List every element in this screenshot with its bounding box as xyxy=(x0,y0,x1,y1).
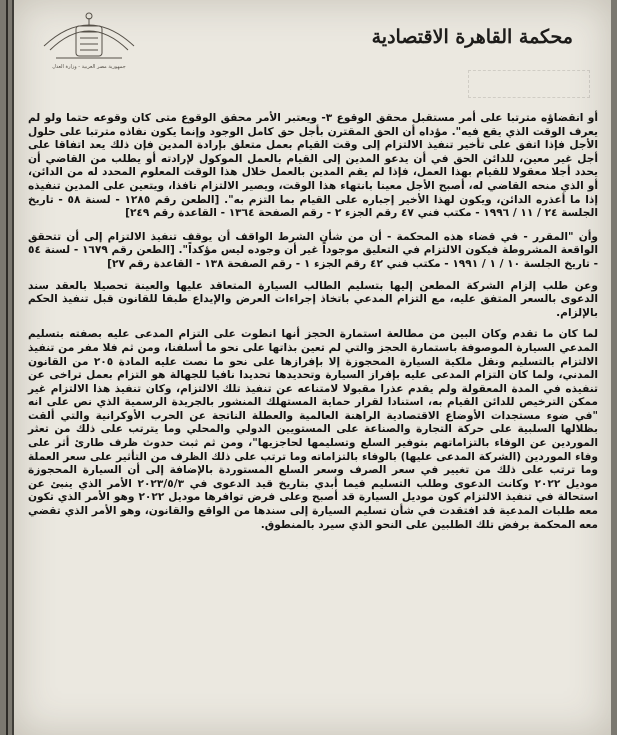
document-page xyxy=(12,0,611,735)
court-title: محكمة القاهرة الاقتصادية xyxy=(371,26,573,48)
document-body xyxy=(28,112,598,722)
seal-text: جمهورية مصر العربية - وزارة العدل xyxy=(52,64,126,70)
paragraph-3: وعن طلب إلزام الشركة المطعن إليها بتسليم الطالب السيارة المتعاقد عليها والعينة تحصيلا بالعقد سند الدعوى بالسعر المتفق عليه، مع التزام المدعي باتخاذ إجراءات العرض والإيداع طبقا للقانون قبل تنفيذ الحكم بالإلزام. xyxy=(28,279,598,319)
paragraph-2: وأن "المقرر - في قضاء هذه المحكمة - أن من شأن الشرط الواقف أن يوقف تنفيذ الالتزام إلى أن تتحقق الواقعة المشروطة فيكون الالتزام في التعليق موجوداً غير أن وجوده ليس مؤكداً". [الطعن رقم ١٦٧٩ - لسنة ٥٤ - تاريخ الجلسة ١٠ / ١ / ١٩٩١ - مكتب فني ٤٢ رقم الجزء ١ - رقم الصفحة ١٣٨ - القاعدة رقم ٢٧] xyxy=(28,230,599,270)
faint-stamp-area xyxy=(468,70,590,98)
document-header xyxy=(14,0,611,110)
paragraph-1: أو انقضاؤه مترتبا على أمر مستقبل محقق الوقوع ٣- ويعتبر الأمر محقق الوقوع متى كان وقوعه حتما ولو لم يعرف الوقت الذي يقع فيه". مؤداه أن الحق المقترن بأجل حق كامل الوجود وإنما يكون نفاذه مترتبا على حلول الأجل فإذا اتفق على تأخير تنفيذ الالتزام إلى وقت القيام بعمل متعلق بإرادة المدين فإن ذلك يعد اتفاقا على أجل غير معين، للدائن الحق في أن يدعو المدين إلى القيام بالعمل الموكول لإرادته أو يطلب من القاضي أن يحدد أجلا معقولا للقيام بهذا العمل، فإذا لم يقم المدين بالعمل خلال هذا الوقت المعلوم المحدد له من الدائن، أو الذي منحه القاضي له، أصبح الأجل معينا بانتهاء هذا الوقت، ويصير الالتزام نافذا، ويتعين على المدين تنفيذه إذا ما أعذره الدائن، ويكون لهذا الأخير إجباره على القيام بما التزم به". [الطعن رقم ١٢٨٥ - لسنة ٥٨ - تاريخ الجلسة ٢٤ / ١١ / ١٩٩٦ - مكتب فني ٤٧ رقم الجزء ٢ - رقم الصفحة ١٣٦٤ - القاعدة رقم ٢٤٩] xyxy=(28,112,598,220)
page-edge-line xyxy=(6,0,8,735)
court-seal-icon xyxy=(36,6,142,70)
paragraph-4: لما كان ما تقدم وكان البين من مطالعة استمارة الحجز أنها انطوت على التزام المدعى عليه بصفته بتسليم المدعي السيارة الموصوفة باستمارة الحجز والتي لم تعين بذاتها على نحو ما أسلفنا، ومن ثم فلا مفر من تنفيذ الالتزام بالتسليم ونقل ملكية السيارة المحجوزة إلا بإفرازها على نحو ما نصت عليه المادة ٢٠٥ من القانون المدني، ولما كان التزام المدعى عليه بإفراز السيارة وتحديدها تحديدا نافيا للجهالة هو التزام بعمل تراخى عن تنفيذه في المدة المعقولة ولم يقدم عذرا مقبولا لامتناعه عن تنفيذ تلك الالتزام، وكان تنفيذ هذا الالتزام غير ممكن الترخيص للدائن القيام به، استنادا لقرار حماية المستهلك المنشور بالجريدة الرسمية الذي نص على انه "في ضوء مستجدات الأوضاع الاقتصادية الراهنة العالمية والعطلة الناتجة عن الحرب الأوكرانية والتي ألقت بظلالها السلبية على حركة التجارة والصناعة على المستويين الدولي والمحلي وما يترتب على ذلك من تعثر الموردين عن الوفاء بالتزاماتهم بتوفير السلع وتسليمها لحاجزيها"، ومن ثم ثبت حدوث ظرف طارئ أثر على وفاء الموردين (الشركة المدعى عليها) بالوفاء بالتزاماته وما ترتب على ذلك الظرف من التأثير على سعر العملة وما ترتب على ذلك من تغيير في سعر الصرف وسعر السلع المستوردة بالإضافة إلى أن السيارة المحجوزة موديل ٢٠٢٢ وكانت الدعوى وطلب التسليم فيما أبدي بتاريخ قيد الدعوى في ٢٠٢٣/٥/٣ الأمر الذي ينبئ عن استحالة في تنفيذ الالتزام كون موديل السيارة قد أصبح وعلى فرض توافرها موديل ٢٠٢٢ وهو الأمر الذي تكون معه طلبات المدعية قد افتقدت في شأن تسليم السيارة إلى سندها من الواقع والقانون، وهو الأمر الذي تقضي معه المحكمة برفض تلك الطلبين على النحو الذي سيرد بالمنطوق. xyxy=(28,328,599,531)
